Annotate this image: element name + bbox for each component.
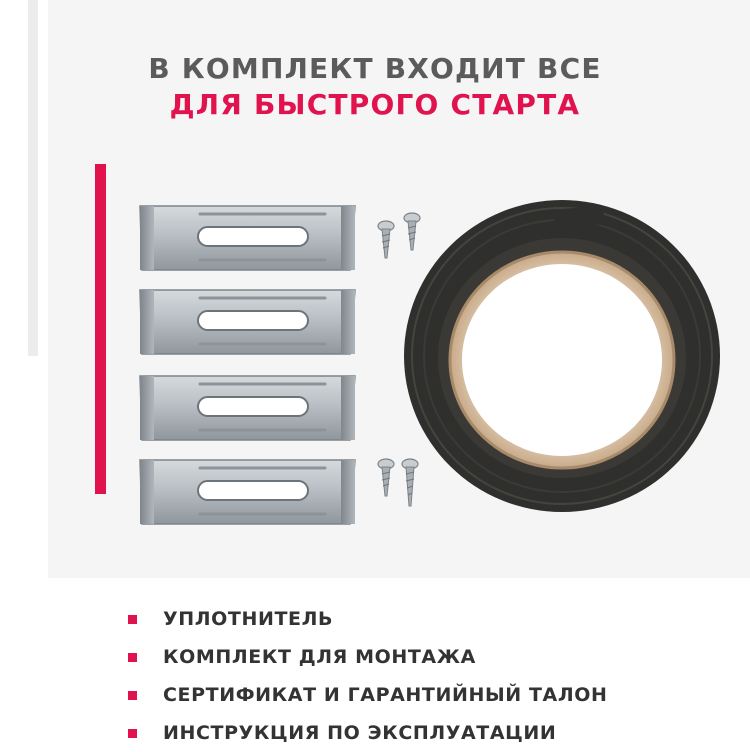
headline-line-1: В КОМПЛЕКТ ВХОДИТ ВСЕ (148, 52, 602, 85)
screw (378, 221, 394, 258)
seal-tape-roll (404, 200, 720, 512)
screw (402, 459, 418, 506)
product-kit-illustration (130, 200, 730, 540)
feature-label: КОМПЛЕКТ ДЛЯ МОНТАЖА (163, 646, 476, 668)
bullet-square-icon (128, 653, 137, 662)
screw (404, 213, 420, 250)
mounting-bracket (140, 206, 355, 270)
mounting-bracket (140, 460, 355, 524)
feature-list-item (128, 676, 728, 714)
bullet-square-icon (128, 729, 137, 738)
feature-list-item (128, 638, 728, 676)
headline-line-2: ДЛЯ БЫСТРОГО СТАРТА (169, 88, 581, 121)
bullet-square-icon (128, 691, 137, 700)
feature-list (128, 600, 728, 752)
feature-label: СЕРТИФИКАТ И ГАРАНТИЙНЫЙ ТАЛОН (163, 684, 608, 706)
feature-label: УПЛОТНИТЕЛЬ (163, 608, 334, 630)
feature-list-item (128, 714, 728, 752)
mounting-bracket (140, 290, 355, 354)
feature-list-item (128, 600, 728, 638)
bullet-square-icon (128, 615, 137, 624)
mounting-bracket (140, 376, 355, 440)
feature-label: ИНСТРУКЦИЯ ПО ЭКСПЛУАТАЦИИ (163, 722, 557, 744)
screw (378, 459, 394, 496)
accent-bar (95, 164, 106, 494)
